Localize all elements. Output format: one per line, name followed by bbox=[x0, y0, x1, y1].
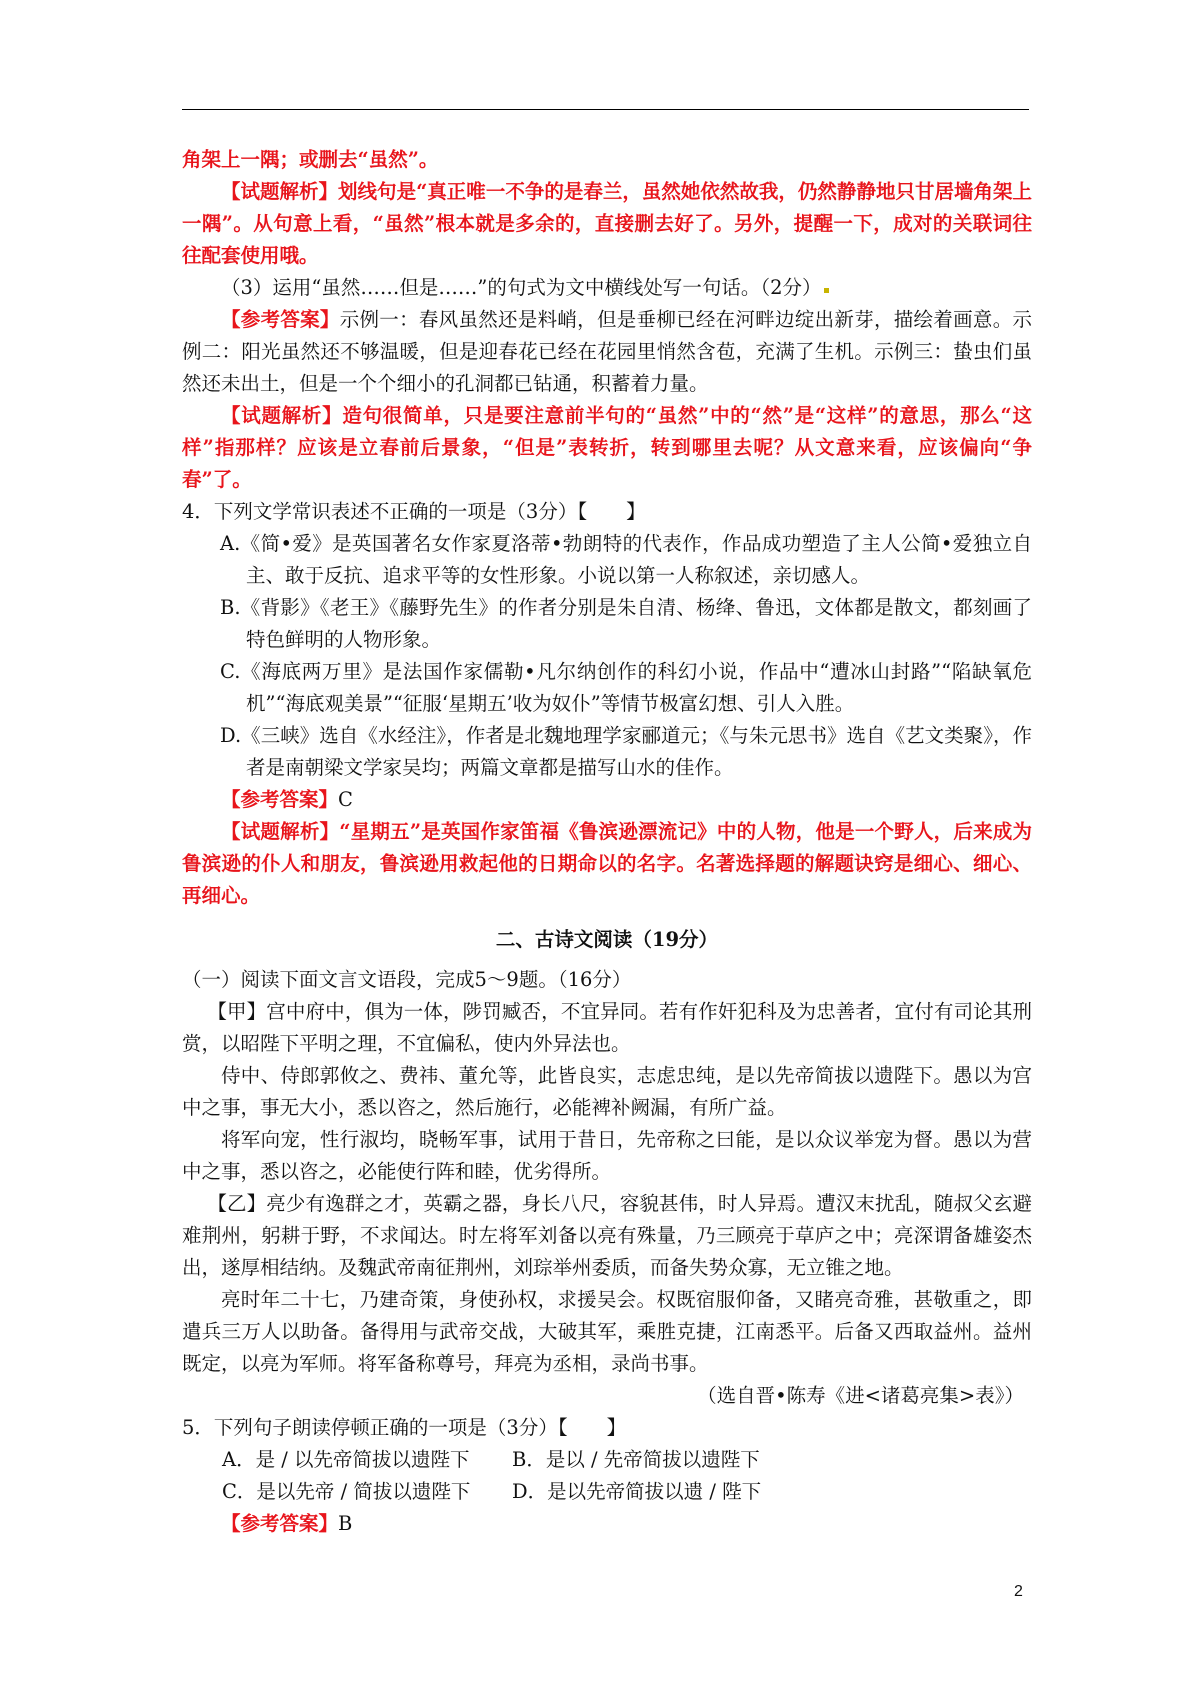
q4-analysis bbox=[182, 816, 1032, 912]
q4-option-a: A.《简•爱》是英国著名女作家夏洛蒂•勃朗特的代表作，作品成功塑造了主人公简•爱独立自主、敢于反抗、追求平等的女性形象。小说以第一人称叙述，亲切感人。 bbox=[220, 532, 1032, 587]
q4-option-c: C.《海底两万里》是法国作家儒勒•凡尔纳创作的科幻小说，作品中“遭冰山封路”“陷缺氧危机”“海底观美景”“征服‘星期五’收为奴仆”等情节极富幻想、引人入胜。 bbox=[220, 660, 1032, 715]
jia-tag: 【甲】 bbox=[207, 1000, 267, 1023]
q4-answer bbox=[182, 784, 1032, 816]
answer-text: B bbox=[338, 1512, 353, 1535]
q5-option-c: C．是以先帝 / 简拔以遗陛下 bbox=[222, 1480, 471, 1503]
jia-paragraph-2: 侍中、侍郎郭攸之、费祎、董允等，此皆良实，志虑忠纯，是以先帝简拔以遗陛下。愚以为宫中之事，事无大小，悉以咨之，然后施行，必能裨补阙漏，有所广益。 bbox=[182, 1064, 1032, 1119]
yi-tag: 【乙】 bbox=[207, 1192, 267, 1215]
source-citation: （选自晋•陈寿《进<诸葛亮集>表》） bbox=[697, 1384, 1024, 1407]
page-body bbox=[182, 144, 1032, 1540]
answer-text: 示例一：春风虽然还是料峭，但是垂柳已经在河畔边绽出新芽，描绘着画意。示例二：阳光虽然还不够温暖，但是迎春花已经在花园里悄然含苞，充满了生机。示例三：蛰虫们虽然还未出土，但是一个个细小的孔洞都已钻通，积蓄着力量。 bbox=[182, 308, 1032, 395]
q4-question: 4．下列文学常识表述不正确的一项是（3分）【 】 bbox=[182, 500, 646, 523]
answer-tag: 【参考答案】 bbox=[221, 1512, 339, 1535]
yi-paragraph-2: 亮时年二十七，乃建奇策，身使孙权，求援吴会。权既宿服仰备，又睹亮奇雅，甚敬重之，即遣兵三万人以助备。备得用与武帝交战，大破其军，乘胜克捷，江南悉平。后备又西取益州。益州既定，以亮为军师。将军备称尊号，拜亮为丞相，录尚书事。 bbox=[182, 1288, 1032, 1375]
page-number: 2 bbox=[1014, 1583, 1023, 1600]
q4-option-b: B.《背影》《老王》《藤野先生》的作者分别是朱自清、杨绛、鲁迅，文体都是散文，都刻画了特色鲜明的人物形象。 bbox=[220, 596, 1032, 651]
analysis-text: “星期五”是英国作家笛福《鲁滨逊漂流记》中的人物，他是一个野人，后来成为鲁滨逊的仆人和朋友，鲁滨逊用救起他的日期命以的名字。名著选择题的解题诀窍是细心、细心、再细心。 bbox=[182, 820, 1032, 907]
paragraph-text: 亮少有逸群之才，英霸之器，身长八尺，容貌甚伟，时人异焉。遭汉末扰乱，随叔父玄避难荆州，躬耕于野，不求闻达。时左将军刘备以亮有殊量，乃三顾亮于草庐之中；亮深谓备雄姿杰出，遂厚相结纳。及魏武帝南征荆州，刘琮举州委质，而备失势众寡，无立锥之地。 bbox=[182, 1192, 1032, 1279]
q3-3-answer bbox=[182, 304, 1032, 400]
analysis-text: 造句很简单，只是要注意前半句的“虽然”中的“然”是“这样”的意思，那么“这样”指那样？应该是立春前后景象，“但是”表转折，转到哪里去呢？从文意来看，应该偏向“争春”了。 bbox=[182, 404, 1032, 491]
q5-options-row-1 bbox=[182, 1444, 1032, 1476]
q5-option-a: A．是 / 以先帝简拔以遗陛下 bbox=[222, 1448, 470, 1471]
answer-tag: 【参考答案】 bbox=[221, 308, 340, 331]
q5-option-b: B．是以 / 先帝简拔以遗陛下 bbox=[512, 1448, 760, 1471]
analysis-tag: 【试题解析】 bbox=[221, 820, 340, 843]
section-title: 二、古诗文阅读（19分） bbox=[495, 928, 719, 951]
analysis-tag: 【试题解析】 bbox=[221, 404, 343, 427]
q5-answer bbox=[182, 1508, 1032, 1540]
question-text: （3）运用“虽然……但是……”的句式为文中横线处写一句话。（2分） bbox=[221, 276, 822, 299]
q5-option-d: D．是以先帝简拔以遗 / 陛下 bbox=[512, 1480, 762, 1503]
paragraph-text: 宫中府中，俱为一体，陟罚臧否，不宜异同。若有作奸犯科及为忠善者，宜付有司论其刑赏，以昭陛下平明之理，不宜偏私，使内外异法也。 bbox=[182, 1000, 1032, 1055]
jia-paragraph-3: 将军向宠，性行淑均，晓畅军事，试用于昔日，先帝称之曰能，是以众议举宠为督。愚以为营中之事，悉以咨之，必能使行阵和睦，优劣得所。 bbox=[182, 1128, 1032, 1183]
answer-text: C bbox=[338, 788, 353, 811]
q3-3-question bbox=[182, 272, 1032, 304]
highlight-mark bbox=[824, 288, 829, 293]
analysis-text: 划线句是“真正唯一不争的是春兰，虽然她依然故我，仍然静静地只甘居墙角架上一隅”。从句意上看，“虽然”根本就是多余的，直接删去好了。另外，提醒一下，成对的关联词往往配套使用哦。 bbox=[182, 180, 1032, 267]
q3-analysis bbox=[182, 176, 1032, 272]
answer-tag: 【参考答案】 bbox=[221, 788, 339, 811]
jia-paragraph-1 bbox=[182, 996, 1032, 1060]
q4-option-d: D.《三峡》选自《水经注》，作者是北魏地理学家郦道元；《与朱元思书》选自《艺文类聚》，作者是南朝梁文学家吴均；两篇文章都是描写山水的佳作。 bbox=[220, 724, 1032, 779]
q5-question: 5．下列句子朗读停顿正确的一项是（3分）【 】 bbox=[182, 1416, 627, 1439]
yi-paragraph-1 bbox=[182, 1188, 1032, 1284]
section-subtitle: （一）阅读下面文言文语段，完成5～9题。（16分） bbox=[182, 968, 632, 991]
continued-answer-line: 角架上一隅；或删去“虽然”。 bbox=[182, 148, 439, 171]
q5-options-row-2 bbox=[182, 1476, 1032, 1508]
analysis-tag: 【试题解析】 bbox=[221, 180, 339, 203]
q3-3-analysis bbox=[182, 400, 1032, 496]
header-rule bbox=[182, 109, 1029, 110]
